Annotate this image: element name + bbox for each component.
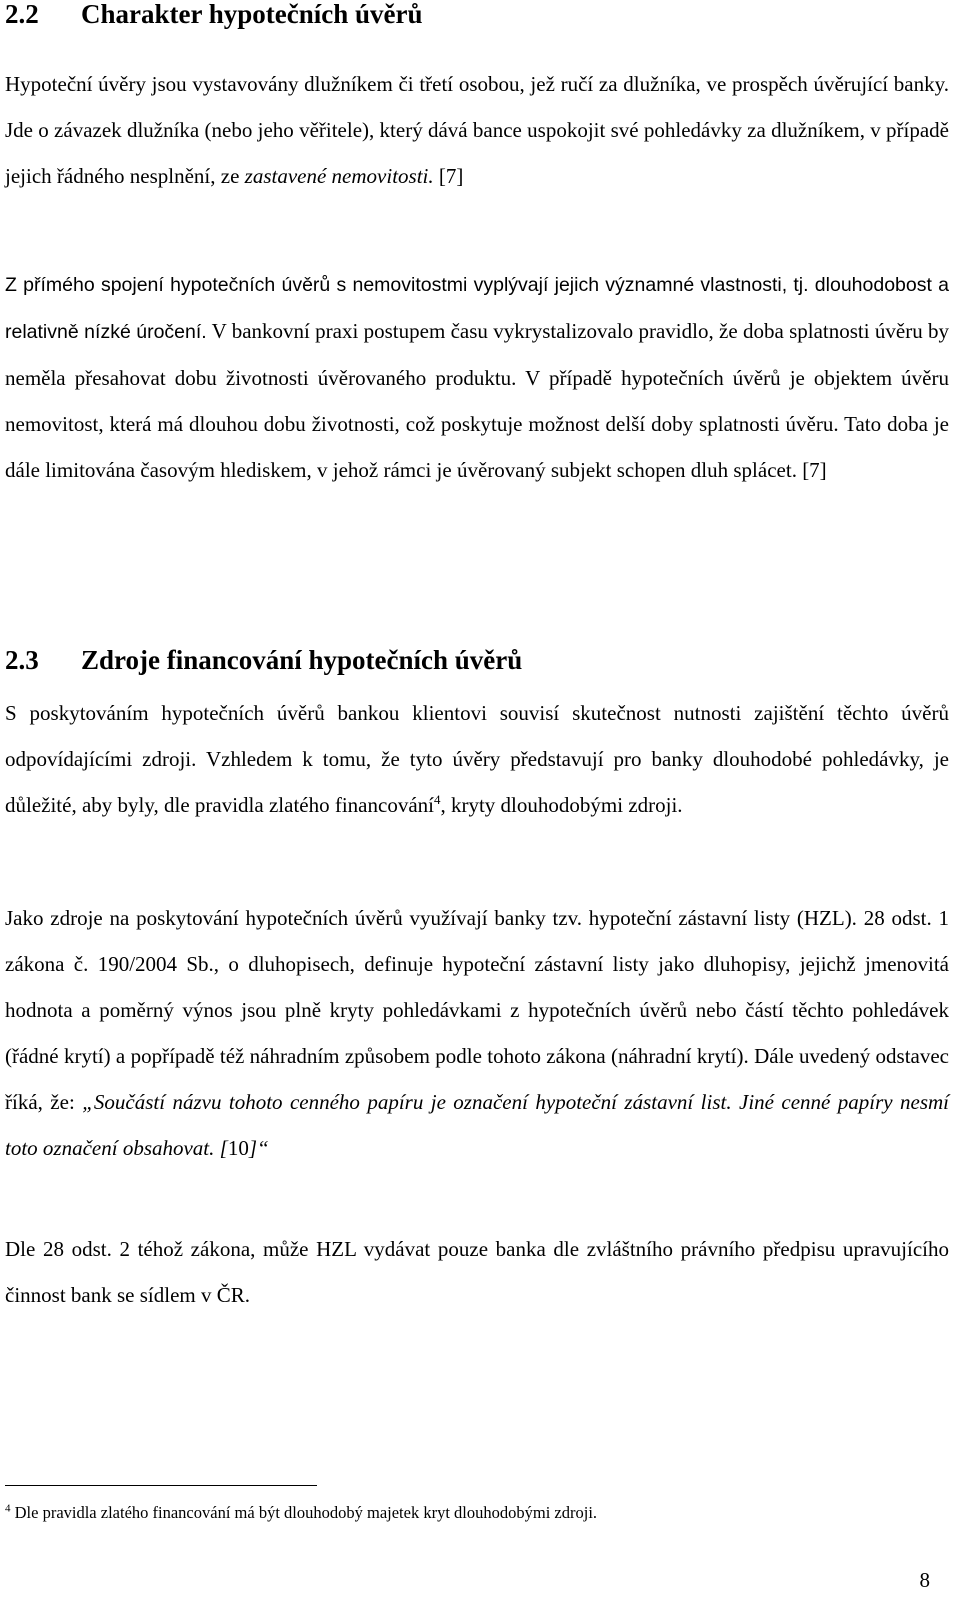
quotation-italic: „Součástí názvu tohoto cenného papíru je označení hypoteční zástavní list. Jiné cenné papíry nesmí toto označení obsahovat. [: [5, 1090, 949, 1160]
footnote-number: 4: [5, 1502, 11, 1515]
section-number: 2.2: [5, 0, 39, 29]
section-title: Charakter hypotečních úvěrů: [81, 0, 423, 29]
section-heading-2-3: [5, 645, 522, 675]
paragraph-text: V bankovní praxi postupem času vykrystalizovalo pravidlo, že doba splatnosti úvěru by neměla přesahovat dobu životnosti úvěrovaného produktu. V případě hypotečních úvěrů je objektem úvěru nemovitost, která má dlouhou dobu životnosti, což poskytuje možnost delší doby splatnosti úvěru. Tato doba je dále limitována časovým hlediskem, v jehož rámci je úvěrovaný subjekt schopen dluh splácet. [7]: [5, 319, 949, 482]
citation-ref: [7]: [433, 164, 464, 188]
paragraph-text: Jako zdroje na poskytování hypotečních úvěrů využívají banky tzv. hypoteční zástavní listy (HZL). 28 odst. 1 zákona č. 190/2004 Sb., o dluhopisech, definuje hypoteční zástavní listy jako dluhopisy, jejichž jmenovitá hodnota a poměrný výnos jsou plně kryty pohledávkami z hypotečních úvěrů nebo částí těchto pohledávek (řádné krytí) a popřípadě též náhradním způsobem podle tohoto zákona (náhradní krytí). Dále uvedený odstavec říká, že:: [5, 906, 949, 1114]
section-number: 2.3: [5, 645, 39, 675]
page-number: 8: [919, 1568, 930, 1592]
quotation-italic-end: ]“: [248, 1136, 269, 1160]
paragraph-text-sans: Z přímého spojení hypotečních úvěrů s nemovitostmi vyplývají jejich významné vlastnosti, tj. dlouhodobost a relativně nízké úročení.: [5, 274, 949, 343]
paragraph-1: [5, 61, 949, 199]
footnote-separator: [5, 1485, 317, 1486]
section-title: Zdroje financování hypotečních úvěrů: [81, 645, 523, 675]
paragraph-text-tail: , kryty dlouhodobými zdroji.: [440, 793, 683, 817]
section-heading-2-2: [5, 0, 423, 29]
footnote-text: Dle pravidla zlatého financování má být dlouhodobý majetek kryt dlouhodobými zdroji.: [10, 1503, 598, 1522]
paragraph-text: S poskytováním hypotečních úvěrů bankou klientovi souvisí skutečnost nutnosti zajištění těchto úvěrů odpovídajícími zdroji. Vzhledem k tomu, že tyto úvěry představují pro banky dlouhodobé pohledávky, je důležité, aby byly, dle pravidla zlatého financování: [5, 701, 949, 817]
footnote: [5, 1502, 949, 1524]
footnote-marker: 4: [433, 792, 441, 807]
paragraph-2: [5, 261, 949, 493]
paragraph-italic-text: zastavené nemovitosti.: [244, 164, 434, 188]
paragraph-4: [5, 895, 949, 1171]
paragraph-text: Hypoteční úvěry jsou vystavovány dlužníkem či třetí osobou, jež ručí za dlužníka, ve prospěch úvěrující banky. Jde o závazek dlužníka (nebo jeho věřitele), který dává bance uspokojit své pohledávky za dlužníkem, v případě jejich řádného nesplnění, ze: [5, 72, 949, 188]
citation-ref: 10: [227, 1136, 249, 1160]
paragraph-5: [5, 1226, 949, 1318]
paragraph-3: [5, 690, 949, 828]
paragraph-text: Dle 28 odst. 2 téhož zákona, může HZL vydávat pouze banka dle zvláštního právního předpisu upravujícího činnost bank se sídlem v ČR.: [5, 1237, 949, 1307]
